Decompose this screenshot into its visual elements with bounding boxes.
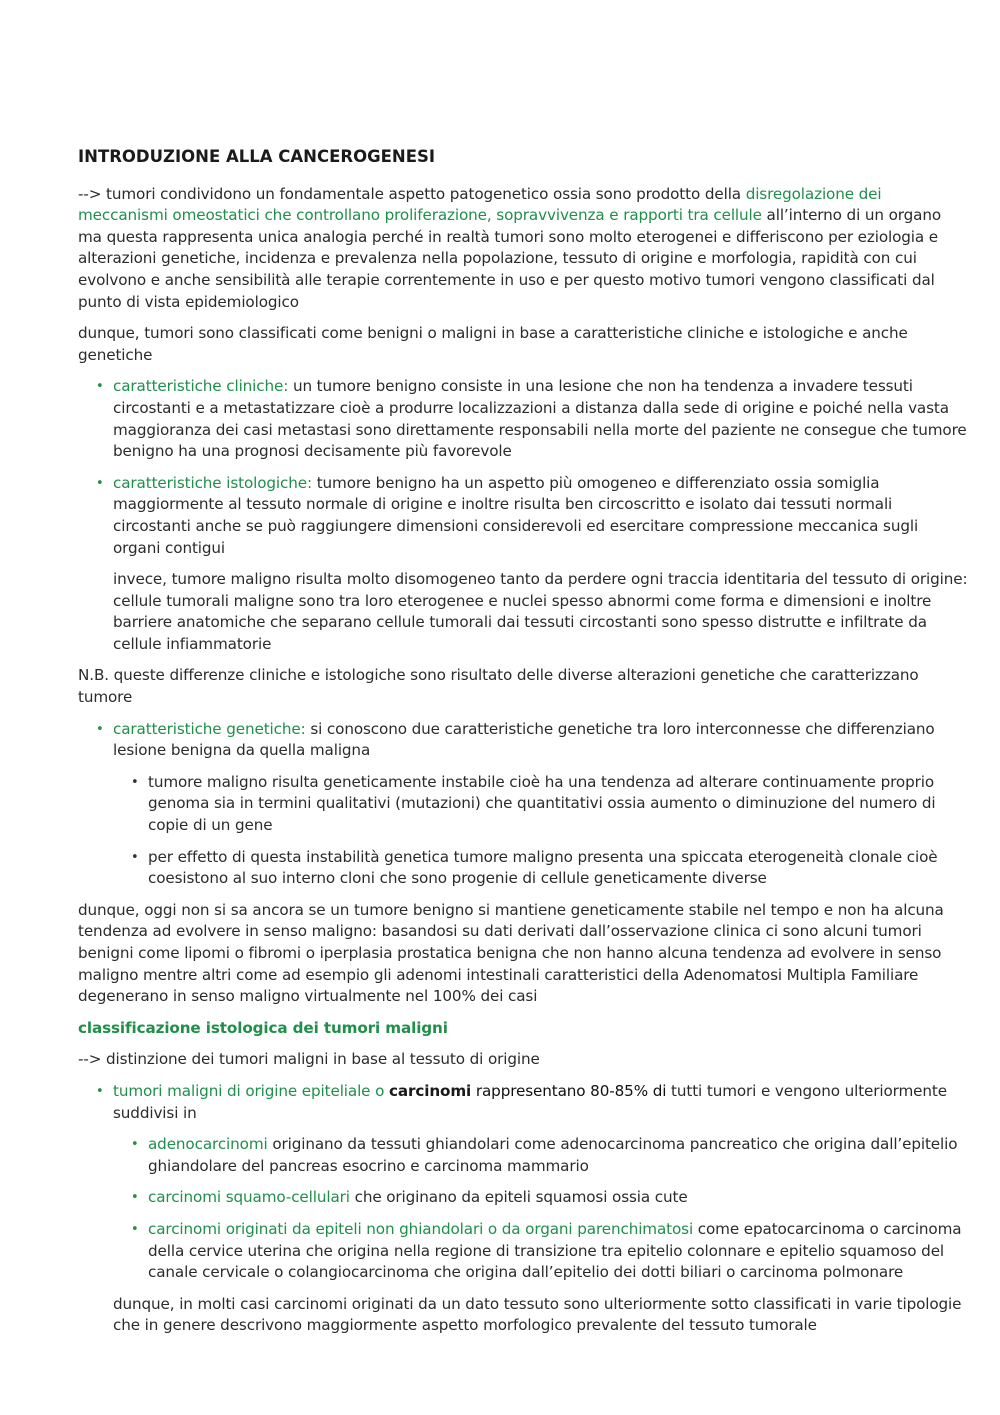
section-closing: dunque, in molti casi carcinomi originati da un dato tessuto sono ulteriormente sotto classificati in varie tipologie che in genere descrivono maggiormente aspetto morfologico prevalente del tessuto tumorale <box>113 1294 962 1335</box>
bullet-icon: • <box>131 1190 139 1206</box>
cliniche-text: un tumore benigno consiste in una lesione che non ha tendenza a invadere tessuti circostanti e a metastatizzare cioè a produrre localizzazioni a distanza dalla sede di origine e poiché nella vasta maggioranza dei casi metastasi sono direttamente responsabili nella morte del paziente ne consegue che tumore benigno ha una prognosi decisamente più favorevole <box>113 377 967 461</box>
intro-text-a: --> tumori condividono un fondamentale aspetto patogenetico ossia sono prodotto della <box>78 184 746 203</box>
bullet-icon: • <box>131 849 139 865</box>
bullet-icon: • <box>96 475 104 491</box>
section-intro: --> distinzione dei tumori maligni in base al tessuto di origine <box>78 1050 540 1069</box>
paragraph-nb: N.B. queste differenze cliniche e istologiche sono risultato delle diverse alterazioni genetiche che caratterizzano tumore <box>78 666 919 707</box>
bullet-icon: • <box>96 379 104 395</box>
sub-item-text: tumore maligno risulta geneticamente instabile cioè ha una tendenza ad alterare continuamente proprio genoma sia in termini qualitativi (mutazioni) che quantitativi ossia aumento o diminuzione del numero di copie di un gene <box>148 772 936 835</box>
intro-text-c: all’interno di un organo ma questa rappresenta unica analogia perché in realtà tumori sono molto eterogenei e differiscono per eziologia e alterazioni genetiche, incidenza e prevalenza nella popolazione, tessuto di origine e morfologia, rapidità con cui evolvono e anche sensibilità alle terapie correntemente in uso e per questo motivo tumori vengono classificati dal punto di vista epidemiologico <box>78 206 942 311</box>
sub-item-text: come epatocarcinoma o carcinoma della cervice uterina che origina nella regione di transizione tra epitelio colonnare e epitelio squamoso del canale cervicale o colangiocarcinoma che origina dall’epitelio dei dotti biliari o carcinoma polmonare <box>148 1219 962 1282</box>
bullet-icon: • <box>96 721 104 737</box>
genetiche-text: si conoscono due caratteristiche genetiche tra loro interconnesse che differenziano lesione benigna da quella maligna <box>113 719 935 760</box>
istologiche-followup: invece, tumore maligno risulta molto disomogeneo tanto da perdere ogni traccia identitaria del tessuto di origine: cellule tumorali maligne sono tra loro eterogenee e nuclei spesso abnormi come forma e dimensioni e inoltre barriere anatomiche che separano cellule tumorali dai tessuti circostanti sono spesso distrutte e infiltrate da cellule infiammatorie <box>113 570 968 653</box>
section-heading: classificazione istologica dei tumori maligni <box>78 1018 448 1037</box>
document-page <box>78 146 968 1347</box>
bullet-icon: • <box>131 774 139 790</box>
list-item-istologiche <box>78 473 968 559</box>
intro-highlight: disregolazione dei meccanismi omeostatici che controllano proliferazione, sopravvivenza e rapporti tra cellule <box>78 184 882 225</box>
carcinomi-mid: rappresentano 80-85% di <box>471 1081 667 1100</box>
list-item-carcinomi-sub <box>78 1134 968 1177</box>
sub-item-label: adenocarcinomi <box>148 1135 268 1154</box>
list-item-carcinomi-sub <box>78 1219 968 1284</box>
sub-item-label: carcinomi squamo-cellulari <box>148 1188 350 1207</box>
carcinomi-strong: carcinomi <box>389 1081 472 1100</box>
sub-item-text: originano da tessuti ghiandolari come adenocarcinoma pancreatico che origina dall’epitelio ghiandolare del pancreas esocrino e carcinoma mammario <box>148 1135 958 1175</box>
bullet-icon: • <box>131 1137 139 1153</box>
sub-item-text: che originano da epiteli squamosi ossia cute <box>349 1188 688 1207</box>
genetiche-label: caratteristiche genetiche: <box>113 719 306 738</box>
cliniche-label: caratteristiche cliniche: <box>113 377 289 396</box>
list-item-genetiche-sub <box>78 847 968 890</box>
bullet-icon: • <box>131 1221 139 1237</box>
bullet-icon: • <box>96 1083 104 1099</box>
list-item-carcinomi-sub <box>78 1187 968 1209</box>
sub-item-text: per effetto di questa instabilità genetica tumore maligno presenta una spiccata eterogeneità clonale cioè coesistono al suo interno cloni che sono progenie di cellule geneticamente diverse <box>148 847 938 888</box>
carcinomi-label: tumori maligni di origine epiteliale o <box>113 1081 389 1100</box>
istologiche-label: caratteristiche istologiche: <box>113 473 312 492</box>
list-item-genetiche <box>78 719 968 762</box>
paragraph-intro <box>78 184 968 314</box>
list-item-carcinomi <box>78 1081 968 1124</box>
list-item-genetiche-sub <box>78 772 968 837</box>
carcinomi-text: tutti tumori e vengono ulteriormente suddivisi in <box>113 1081 947 1122</box>
sub-item-label: carcinomi originati da epiteli non ghiandolari o da organi parenchimatosi <box>148 1219 694 1238</box>
istologiche-text: tumore benigno ha un aspetto più omogeneo e differenziato ossia somiglia maggiormente al tessuto normale di origine e inoltre risulta ben circoscritto e isolato dai tessuti normali circostanti anche se può raggiungere dimensioni considerevoli ed esercitare compressione meccanica sugli organi contigui <box>113 473 919 557</box>
page-title: INTRODUZIONE ALLA CANCEROGENESI <box>78 147 436 166</box>
list-item-cliniche <box>78 376 968 462</box>
paragraph-classification: dunque, tumori sono classificati come benigni o maligni in base a caratteristiche cliniche e istologiche e anche genetiche <box>78 324 908 364</box>
paragraph-stability: dunque, oggi non si sa ancora se un tumore benigno si mantiene geneticamente stabile nel tempo e non ha alcuna tendenza ad evolvere in senso maligno: basandosi su dati derivati dall’osservazione clinica ci sono alcuni tumori benigni come lipomi o fibromi o iperplasia prostatica benigna che non hanno alcuna tendenza ad evolvere in senso maligno mentre altri come ad esempio gli adenomi intestinali caratteristici della Adenomatosi Multipla Familiare degenerano in senso maligno virtualmente nel 100% dei casi <box>78 900 944 1006</box>
